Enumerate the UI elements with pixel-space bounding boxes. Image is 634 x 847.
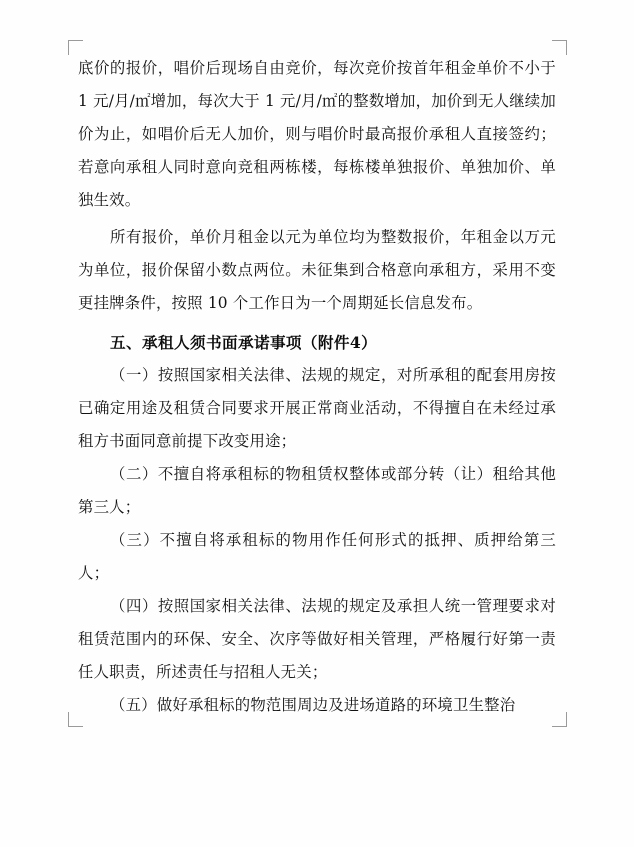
section-heading-written-commitments: 五、承租人须书面承诺事项（附件4） (110, 333, 378, 352)
document-body (78, 52, 556, 722)
paragraph-item-four: （四）按照国家相关法律、法规的规定及承担人统一管理要求对租赁范围内的环保、安全、次序等做好相关管理，严格履行好第一责任人职责，所述责任与招租人无关； (78, 597, 556, 681)
paragraph-continued-bidding-rules: 底价的报价，唱价后现场自由竞价，每次竞价按首年租金单价不小于 1 元/月/㎡增加，每次大于 1 元/月/㎡的整数增加，加价到无人继续加价为止，如唱价后无人加价，则与唱价时最高报价承租人直接签约；若意向承租人同时意向竞租两栋楼，每栋楼单独报价、单独加价、单独生效。 (78, 59, 556, 209)
paragraph-item-two: （二）不擅自将承租标的物租赁权整体或部分转（让）租给其他第三人； (78, 465, 556, 516)
paragraph-item-one: （一）按照国家相关法律、法规的规定，对所承租的配套用房按已确定用途及租赁合同要求开展正常商业活动，不得擅自在未经过承租方书面同意前提下改变用途； (78, 366, 556, 450)
paragraph-item-three: （三）不擅自将承租标的物用作任何形式的抵押、质押给第三人； (78, 531, 556, 582)
paragraph-pricing-units: 所有报价，单价月租金以元为单位均为整数报价，年租金以万元为单位，报价保留小数点两位。未征集到合格意向承租方，采用不变更挂牌条件，按照 10 个工作日为一个周期延长信息发布。 (78, 228, 556, 312)
paragraph-item-five: （五）做好承租标的物范围周边及进场道路的环境卫生整治 (110, 696, 516, 714)
